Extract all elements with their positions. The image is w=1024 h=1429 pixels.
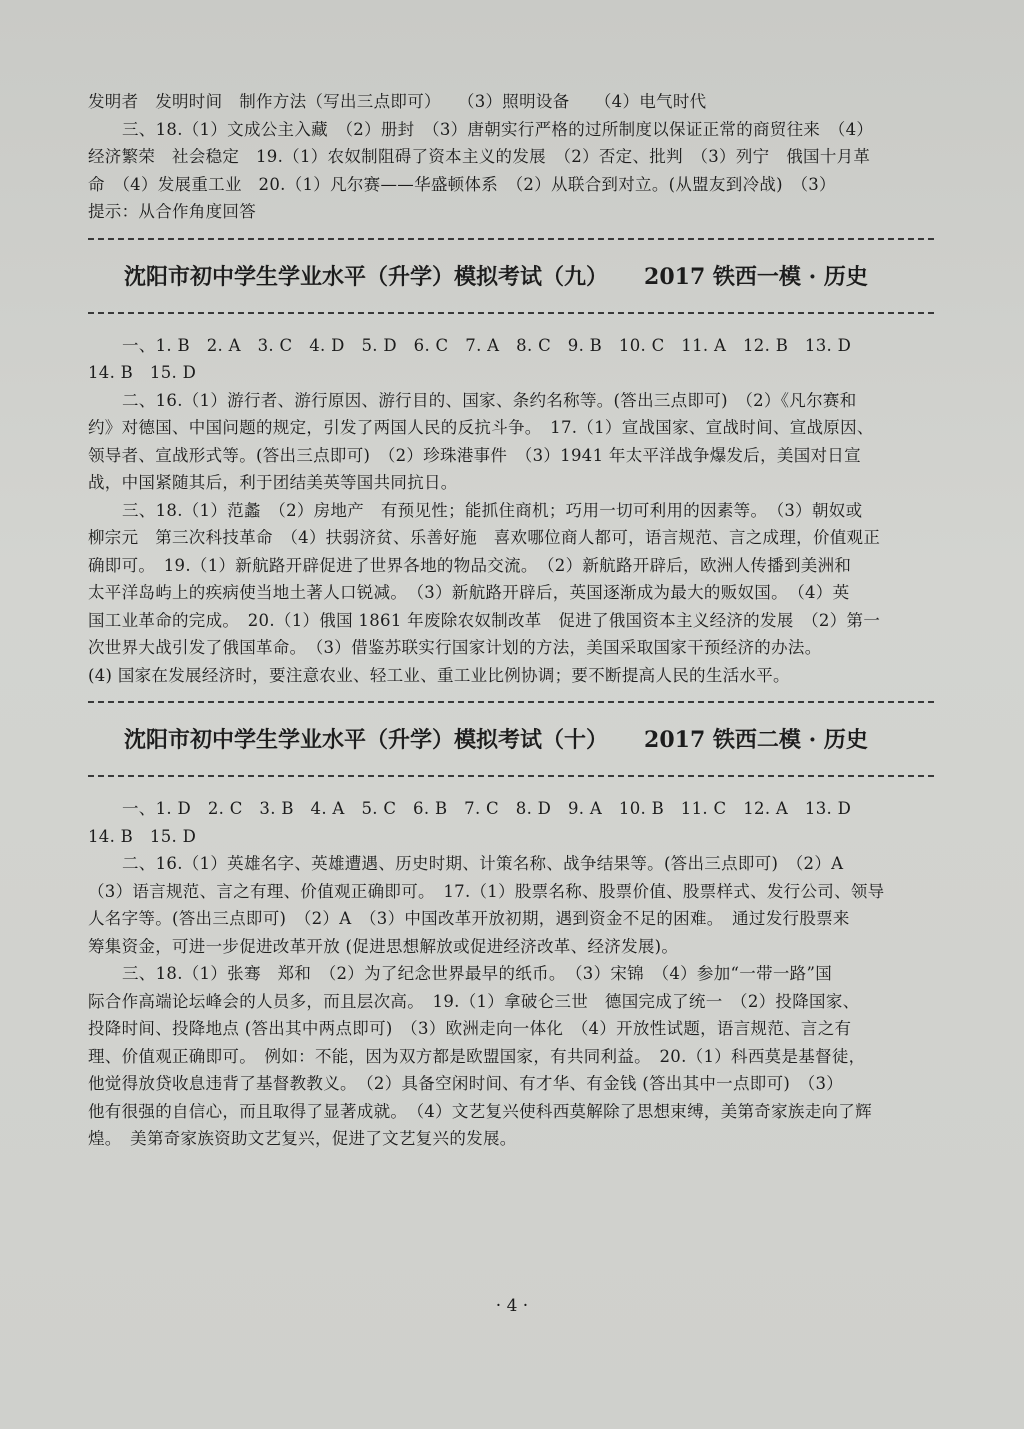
section-title-10: 沈阳市初中学生学业水平（升学）模拟考试（十） 2017 铁西二模 · 历史: [124, 727, 868, 753]
text-line: 命 （4）发展重工业 20.（1）凡尔赛——华盛顿体系 （2）从联合到对立。(从盟友到冷战) （3）: [88, 174, 836, 194]
top-answer-block: [88, 88, 934, 226]
text-line: 柳宗元 第三次科技革命 （4）扶弱济贫、乐善好施 喜欢哪位商人都可，语言规范、言之成理，价值观正: [88, 528, 881, 547]
dashed-divider: [88, 238, 934, 240]
text-line: 次世界大战引发了俄国革命。 （3）借鉴苏联实行国家计划的方法，美国采取国家干预经济的办法。: [88, 638, 822, 657]
page-content: [88, 88, 934, 1153]
text-line: 际合作高端论坛峰会的人员多，而且层次高。 19.（1）拿破仑三世 德国完成了统一 （2）投降国家、: [88, 991, 860, 1011]
text-line: (4) 国家在发展经济时，要注意农业、轻工业、重工业比例协调；要不断提高人民的生活水平。: [88, 665, 790, 685]
text-line: 14. B 15. D: [88, 363, 197, 382]
text-line: 三、18.（1）张骞 郑和 （2）为了纪念世界最早的纸币。 （3）宋锦 （4）参加“一带一路”国: [122, 964, 833, 983]
text-line: 国工业革命的完成。 20.（1）俄国 1861 年废除农奴制改革 促进了俄国资本主义经济的发展 （2）第一: [88, 610, 881, 630]
text-line: 约》对德国、中国问题的规定，引发了两国人民的反抗斗争。 17.（1）宣战国家、宣战时间、宣战原因、: [88, 418, 874, 437]
text-line: 理、价值观正确即可。 例如：不能，因为双方都是欧盟国家，有共同利益。 20.（1）科西莫是基督徒，: [88, 1046, 866, 1066]
dashed-divider: [88, 775, 934, 777]
section-9-answers: [88, 332, 934, 690]
text-line: 一、1. B 2. A 3. C 4. D 5. D 6. C 7. A 8. C 9. B 10. C 11. A 12. B 13. D: [122, 335, 852, 355]
text-line: 一、1. D 2. C 3. B 4. A 5. C 6. B 7. C 8. D 9. A 10. B 11. C 12. A 13. D: [122, 799, 852, 818]
dashed-divider: [88, 312, 934, 314]
text-line: 筹集资金，可进一步促进改革开放 (促进思想解放或促进经济改革、经济发展)。: [88, 936, 679, 956]
text-line: 二、16.（1）游行者、游行原因、游行目的、国家、条约名称等。(答出三点即可) （2）《凡尔赛和: [122, 390, 857, 410]
text-line: 领导者、宣战形式等。(答出三点即可) （2）珍珠港事件 （3）1941 年太平洋战争爆发后，美国对日宣: [88, 445, 861, 465]
text-line: 他有很强的自信心，而且取得了显著成就。 （4）文艺复兴使科西莫解除了思想束缚，美第奇家族走向了辉: [88, 1101, 872, 1121]
section-title-9: 沈阳市初中学生学业水平（升学）模拟考试（九） 2017 铁西一模 · 历史: [124, 263, 868, 290]
text-line: 发明者 发明时间 制作方法（写出三点即可） （3）照明设备 （4）电气时代: [88, 92, 707, 111]
text-line: 投降时间、投降地点 (答出其中两点即可) （3）欧洲走向一体化 （4）开放性试题，语言规范、言之有: [88, 1019, 852, 1038]
text-line: 煌。 美第奇家族资助文艺复兴，促进了文艺复兴的发展。: [88, 1129, 517, 1148]
text-line: 提示：从合作角度回答: [88, 202, 256, 221]
text-line: （3）语言规范、言之有理、价值观正确即可。 17.（1）股票名称、股票价值、股票样式、发行公司、领导: [88, 881, 885, 901]
text-line: 三、18.（1）文成公主入藏 （2）册封 （3）唐朝实行严格的过所制度以保证正常的商贸往来 （4）: [122, 119, 874, 139]
section-10-answers: [88, 795, 934, 1153]
text-line: 太平洋岛屿上的疾病使当地土著人口锐减。 （3）新航路开辟后，英国逐渐成为最大的贩奴国。 （4）英: [88, 583, 850, 602]
text-line: 二、16.（1）英雄名字、英雄遭遇、历史时期、计策名称、战争结果等。(答出三点即可) （2）A: [122, 854, 844, 873]
text-line: 14. B 15. D: [88, 826, 197, 846]
text-line: 三、18.（1）范蠡 （2）房地产 有预见性；能抓住商机；巧用一切可利用的因素等。 （3）朝奴或: [122, 500, 863, 520]
text-line: 战，中国紧随其后，利于团结美英等国共同抗日。: [88, 473, 458, 492]
text-line: 他觉得放贷收息违背了基督教教义。 （2）具备空闲时间、有才华、有金钱 (答出其中一点即可) （3）: [88, 1074, 844, 1093]
text-line: 人名字等。(答出三点即可) （2）A （3）中国改革开放初期，遇到资金不足的困难。 通过发行股票来: [88, 909, 850, 928]
text-line: 经济繁荣 社会稳定 19.（1）农奴制阻碍了资本主义的发展 （2）否定、批判 （3）列宁 俄国十月革: [88, 147, 871, 166]
text-line: 确即可。 19.（1）新航路开辟促进了世界各地的物品交流。 （2）新航路开辟后，欧洲人传播到美洲和: [88, 555, 852, 575]
dashed-divider: [88, 701, 934, 703]
page-number: · 4 ·: [495, 1296, 529, 1316]
